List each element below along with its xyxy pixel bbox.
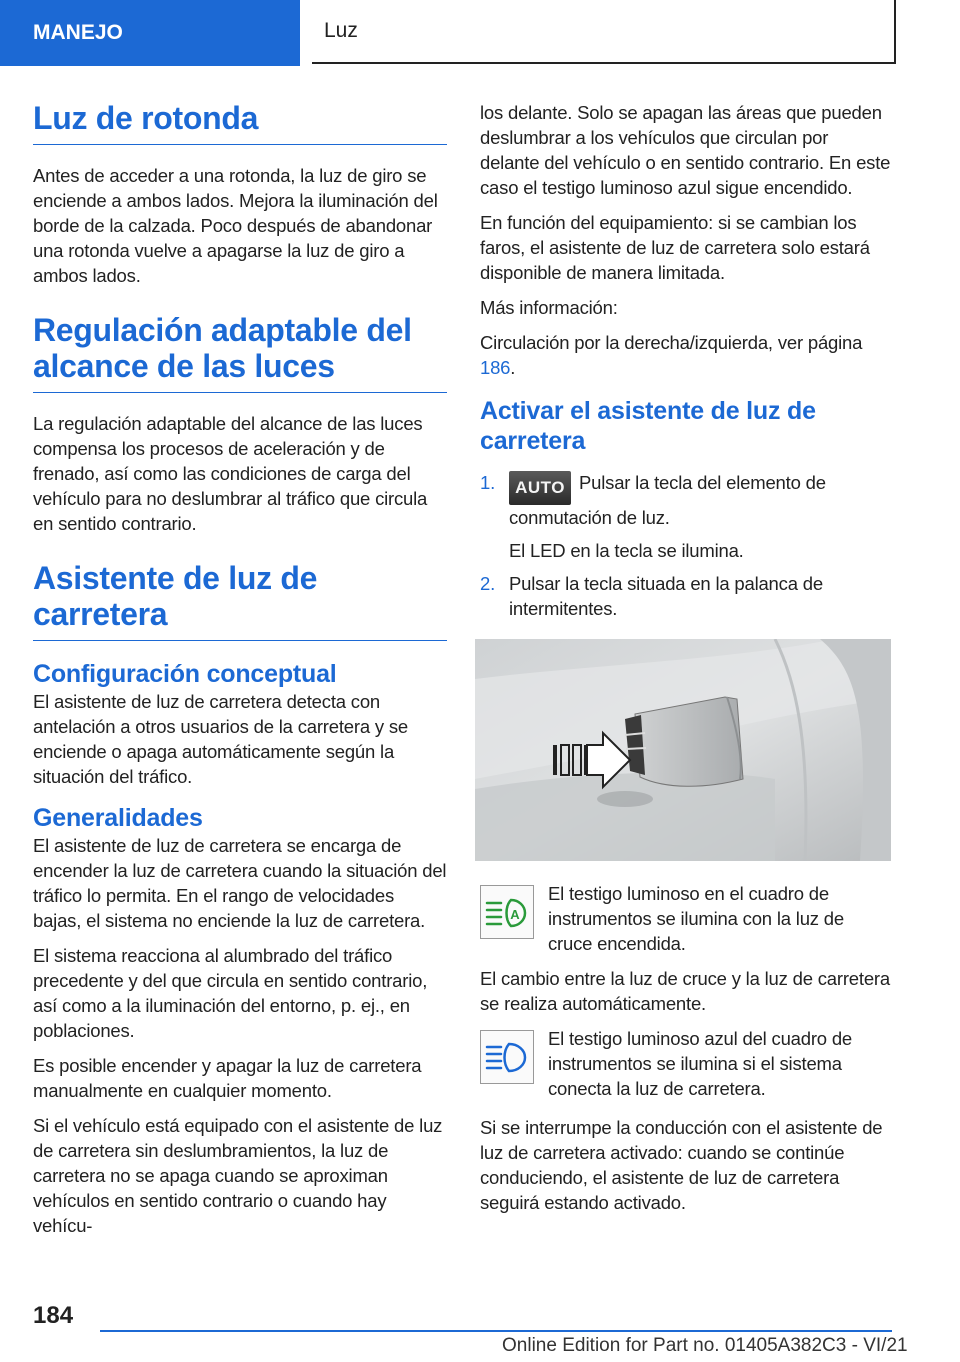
paragraph: Si se interrumpe la conducción con el asistente de luz de carretera activado: cuando se continúe conduciendo, el asistente de luz de carretera seguirá estando activado. — [480, 1116, 883, 1213]
paragraph: El cambio entre la luz de cruce y la luz de carretera se realiza automáticamente. — [480, 967, 890, 1014]
step-2 — [480, 571, 892, 621]
step-text: Pulsar la tecla del elemento de conmutación de luz. — [509, 472, 826, 528]
section-tab[interactable] — [0, 0, 300, 66]
page-number: 184 — [33, 1302, 74, 1329]
indicator-text: El testigo luminoso azul del cuadro de instrumentos se ilumina si el sistema conecta la luz de carretera. — [548, 1027, 853, 1099]
heading-luz-de-rotonda: Luz de rotonda — [33, 100, 447, 145]
subheading-generalidades: Generalidades — [33, 804, 203, 832]
left-column — [33, 100, 447, 1248]
lever-illustration — [475, 639, 891, 861]
step-1 — [480, 470, 892, 563]
subheading-configuracion: Configuración conceptual — [33, 660, 337, 688]
chapter-header — [312, 0, 896, 64]
right-column — [480, 100, 892, 1225]
svg-text:A: A — [510, 906, 520, 922]
paragraph: El sistema reacciona al alumbrado del tráfico precedente y del que circula en sentido contrario, así como a la iluminación del entorno, p. ej., en poblaciones. — [33, 945, 428, 1041]
auto-key-icon: AUTO — [509, 471, 571, 505]
chapter-title: Luz — [324, 19, 358, 42]
edition-text: Online Edition for Part no. 01405A382C3 - VI/21 — [502, 1335, 908, 1356]
paragraph: El asistente de luz de carretera se encarga de encender la luz de carretera cuando la situación del tráfico lo permita. En el rango de velocidades bajas, el sistema no enciende la luz de carretera. — [33, 835, 447, 931]
subheading-activar: Activar el asistente de luz de carretera — [480, 397, 816, 455]
heading-asistente-luz-carretera: Asistente de luz de carretera — [33, 560, 447, 641]
paragraph: Si el vehículo está equipado con el asistente de luz de carretera sin deslumbramientos, la luz de carretera no se apaga cuando se aproximan vehículos en sentido contrario o cuando hay vehícu- — [33, 1115, 443, 1236]
footer-divider — [100, 1330, 892, 1332]
paragraph: Antes de acceder a una rotonda, la luz de giro se enciende a ambos lados. Mejora la iluminación del borde de la calzada. Poco después de abandonar una rotonda vuelve a apagarse la luz de giro a ambos lados. — [33, 165, 438, 286]
paragraph: En función del equipamiento: si se cambian los faros, el asistente de luz de carretera solo estará disponible de manera limitada. — [480, 212, 870, 283]
page-link[interactable]: 186 — [480, 357, 511, 378]
section-title: MANEJO — [33, 21, 123, 44]
step-note: El LED en la tecla se ilumina. — [509, 539, 744, 561]
highbeam-indicator-icon — [480, 1030, 534, 1084]
paragraph: La regulación adaptable del alcance de las luces compensa los procesos de aceleración y de frenado, así como las condiciones de carga del vehículo para no deslumbrar al tráfico que circula en sentido contrario. — [33, 413, 428, 534]
turn-signal-lever-image — [475, 639, 891, 861]
step-number: 1. — [480, 472, 496, 493]
paragraph: El asistente de luz de carretera detecta con antelación a otros usuarios de la carretera y se enciende o apaga automáticamente según la situación del tráfico. — [33, 691, 408, 787]
paragraph: los delante. Solo se apagan las áreas que pueden deslumbrar a los vehículos que circulan por delante del vehículo o en sentido contrario. En este caso el testigo luminoso azul sigue encendido. — [480, 102, 891, 198]
lowbeam-indicator-note — [480, 881, 892, 956]
highbeam-indicator-note — [480, 1026, 892, 1101]
indicator-text: El testigo luminoso en el cuadro de instrumentos se ilumina con la luz de cruce encendida. — [548, 882, 844, 954]
heading-regulacion-alcance: Regulación adaptable del alcance de las luces — [33, 312, 447, 393]
paragraph: Es posible encender y apagar la luz de carretera manualmente en cualquier momento. — [33, 1055, 422, 1101]
lowbeam-assist-indicator-icon — [480, 885, 534, 939]
paragraph-reference: Circulación por la derecha/izquierda, ver página 186. — [480, 332, 863, 378]
step-text: Pulsar la tecla situada en la palanca de intermitentes. — [509, 572, 823, 619]
step-number: 2. — [480, 572, 496, 594]
paragraph: Más información: — [480, 297, 618, 318]
